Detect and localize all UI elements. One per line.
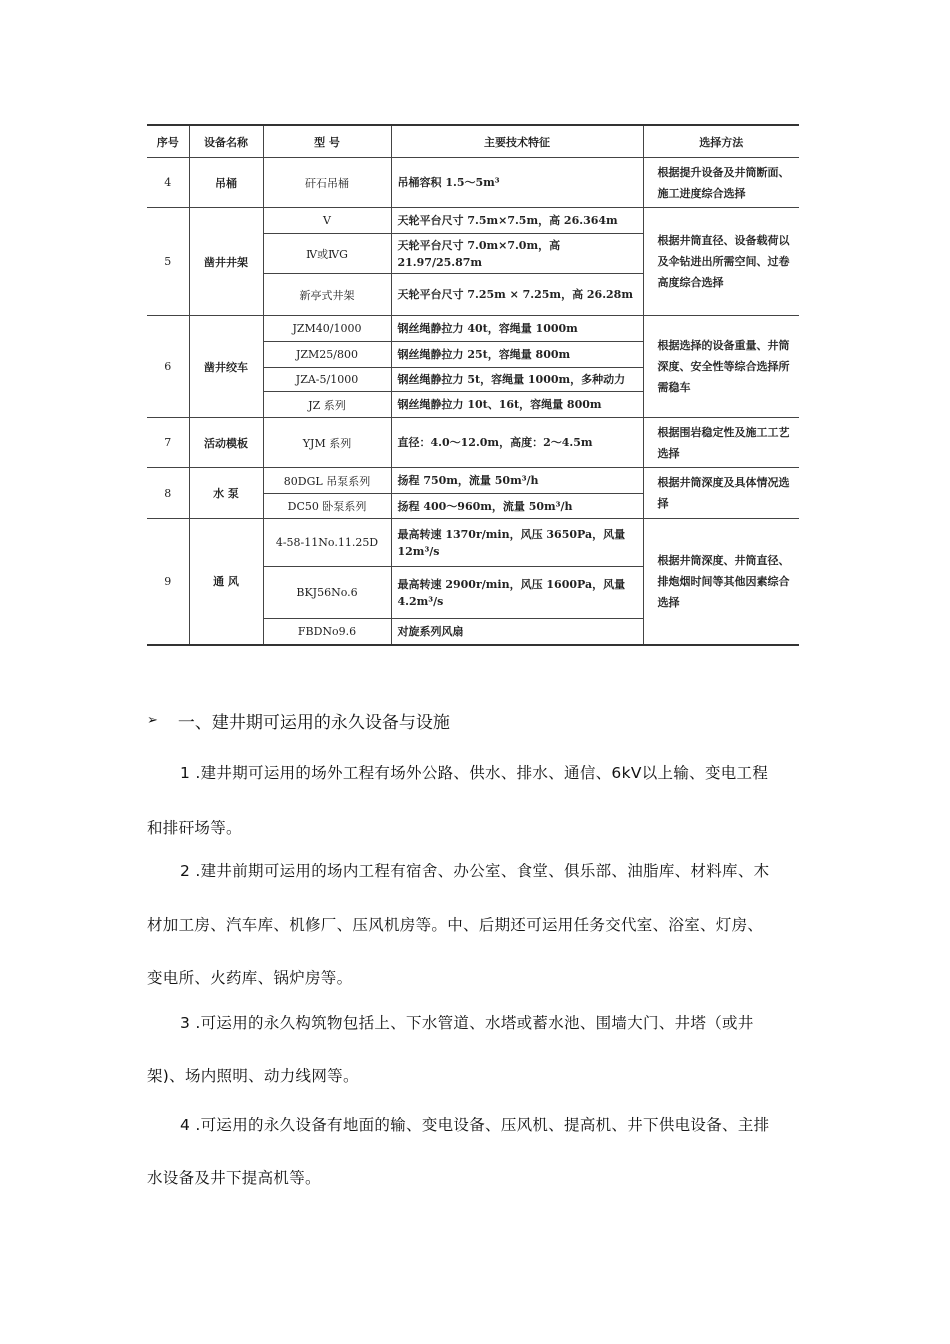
equipment-table xyxy=(147,124,799,646)
table-row xyxy=(147,468,799,494)
header-model: 型 号 xyxy=(263,125,391,158)
cell-spec: 钢丝绳静拉力 25t，容绳量 800m xyxy=(391,342,643,368)
cell-equipment-name: 吊桶 xyxy=(189,158,263,208)
cell-no: 8 xyxy=(147,468,189,519)
paragraph-line: 4 .可运用的永久设备有地面的输、变电设备、压风机、提高机、井下供电设备、主排 xyxy=(180,1116,770,1134)
cell-model: BKJ56No.6 xyxy=(263,567,391,619)
cell-spec: 钢丝绳静拉力 5t，容绳量 1000m，多种动力 xyxy=(391,368,643,392)
paragraph-line: 1 .建井期可运用的场外工程有场外公路、供水、排水、通信、6kV以上输、变电工程 xyxy=(180,764,769,782)
cell-method: 根据井筒深度及具体情况选择 xyxy=(643,468,799,519)
cell-model: JZ 系列 xyxy=(263,392,391,418)
header-method: 选择方法 xyxy=(643,125,799,158)
paragraph-line: 架)、场内照明、动力线网等。 xyxy=(147,1067,359,1085)
header-spec: 主要技术特征 xyxy=(391,125,643,158)
cell-spec: 吊桶容积 1.5～5m³ xyxy=(391,158,643,208)
cell-model: DC50 卧泵系列 xyxy=(263,494,391,519)
cell-spec: 最高转速 1370r/min，风压 3650Pa，风量 12m³/s xyxy=(391,519,643,567)
cell-spec: 天轮平台尺寸 7.5m×7.5m，高 26.364m xyxy=(391,208,643,234)
cell-method: 根据围岩稳定性及施工工艺选择 xyxy=(643,418,799,468)
paragraph-line: 变电所、火药库、锅炉房等。 xyxy=(147,969,353,987)
cell-model: Ⅳ或ⅣG xyxy=(263,234,391,274)
cell-method: 根据井筒深度、井筒直径、排炮烟时间等其他因素综合选择 xyxy=(643,519,799,645)
cell-method: 根据井筒直径、设备载荷以及伞钻进出所需空间、过卷高度综合选择 xyxy=(643,208,799,316)
cell-equipment-name: 水 泵 xyxy=(189,468,263,519)
table-row xyxy=(147,316,799,342)
paragraph-line: 水设备及井下提高机等。 xyxy=(147,1169,321,1187)
paragraph-line: 和排矸场等。 xyxy=(147,819,242,837)
cell-spec: 扬程 750m，流量 50m³/h xyxy=(391,468,643,494)
cell-spec: 钢丝绳静拉力 10t、16t，容绳量 800m xyxy=(391,392,643,418)
cell-model: FBDNo9.6 xyxy=(263,619,391,645)
cell-model: V xyxy=(263,208,391,234)
cell-spec: 直径：4.0～12.0m，高度：2～4.5m xyxy=(391,418,643,468)
cell-model: YJM 系列 xyxy=(263,418,391,468)
bullet-arrow-icon: ➢ xyxy=(147,713,158,728)
cell-model: 矸石吊桶 xyxy=(263,158,391,208)
table-row xyxy=(147,519,799,567)
cell-model: JZA-5/1000 xyxy=(263,368,391,392)
cell-equipment-name: 凿井井架 xyxy=(189,208,263,316)
cell-spec: 最高转速 2900r/min，风压 1600Pa，风量 4.2m³/s xyxy=(391,567,643,619)
cell-model: JZM25/800 xyxy=(263,342,391,368)
cell-method: 根据提升设备及井筒断面、施工进度综合选择 xyxy=(643,158,799,208)
header-no: 序号 xyxy=(147,125,189,158)
cell-spec: 钢丝绳静拉力 40t，容绳量 1000m xyxy=(391,316,643,342)
cell-no: 5 xyxy=(147,208,189,316)
cell-method: 根据选择的设备重量、井筒深度、安全性等综合选择所需稳车 xyxy=(643,316,799,418)
cell-spec: 天轮平台尺寸 7.0m×7.0m，高 21.97/25.87m xyxy=(391,234,643,274)
cell-model: 80DGL 吊泵系列 xyxy=(263,468,391,494)
cell-equipment-name: 凿井绞车 xyxy=(189,316,263,418)
cell-no: 6 xyxy=(147,316,189,418)
cell-spec: 扬程 400～960m，流量 50m³/h xyxy=(391,494,643,519)
table-row xyxy=(147,418,799,468)
section-heading xyxy=(147,708,450,733)
equipment-table-image xyxy=(147,124,799,654)
section-heading-text: 一、建井期可运用的永久设备与设施 xyxy=(177,713,450,733)
cell-equipment-name: 通 风 xyxy=(189,519,263,645)
cell-equipment-name: 活动模板 xyxy=(189,418,263,468)
cell-model: JZM40/1000 xyxy=(263,316,391,342)
cell-model: 新亭式井架 xyxy=(263,274,391,316)
cell-model: 4-58-11No.11.25D xyxy=(263,519,391,567)
header-name: 设备名称 xyxy=(189,125,263,158)
table-header-row xyxy=(147,125,799,158)
cell-no: 7 xyxy=(147,418,189,468)
cell-spec: 天轮平台尺寸 7.25m × 7.25m，高 26.28m xyxy=(391,274,643,316)
table-row xyxy=(147,158,799,208)
paragraph-line: 2 .建井前期可运用的场内工程有宿舍、办公室、食堂、俱乐部、油脂库、材料库、木 xyxy=(180,862,770,880)
paragraph-line: 3 .可运用的永久构筑物包括上、下水管道、水塔或蓄水池、围墙大门、井塔（或井 xyxy=(180,1014,754,1032)
cell-no: 4 xyxy=(147,158,189,208)
table-body xyxy=(147,158,799,645)
cell-no: 9 xyxy=(147,519,189,645)
paragraph-line: 材加工房、汽车库、机修厂、压风机房等。中、后期还可运用任务交代室、浴室、灯房、 xyxy=(147,916,764,934)
cell-spec: 对旋系列风扇 xyxy=(391,619,643,645)
table-row xyxy=(147,208,799,234)
